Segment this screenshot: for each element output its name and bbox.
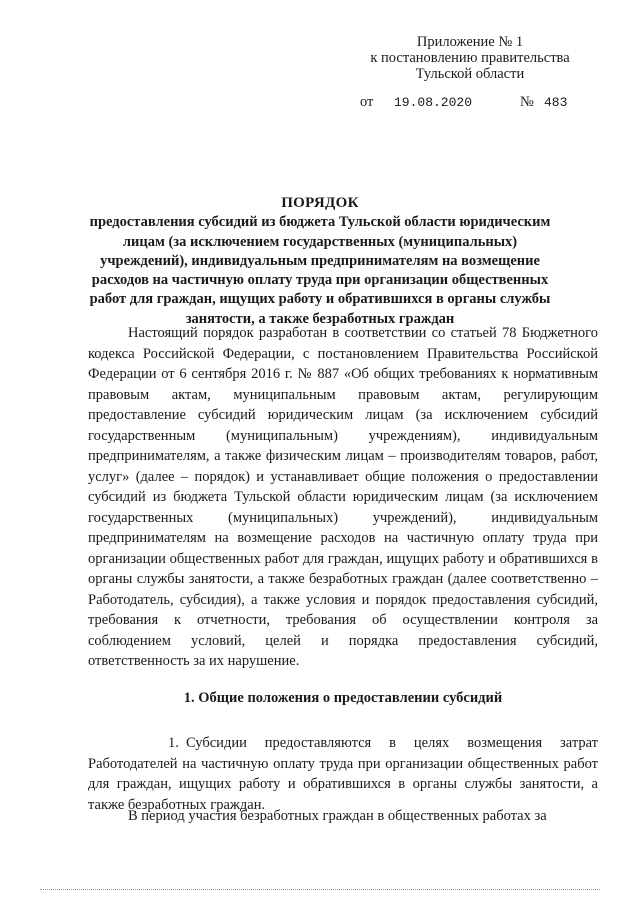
decree-from-label: от — [360, 94, 374, 110]
appendix-header — [360, 34, 580, 82]
title-subtitle: предоставления субсидий из бюджета Тульской области юридическим лицам (за исключением государственных (муниципальных) учреждений), индивидуальным предпринимателям на возмещение расходов на частичную оплату труда при организации общественных работ для граждан, ищущих работу и обратившихся в органы службы занятости, а также безработных граждан — [89, 214, 551, 327]
appendix-line: Приложение № 1 — [416, 34, 524, 50]
scan-artifact-line — [40, 889, 600, 891]
document-title — [82, 194, 558, 329]
decree-number: 483 — [544, 95, 568, 110]
appendix-line: к постановлению правительства — [370, 50, 570, 66]
next-paragraph: В период участия безработных граждан в общественных работах за — [128, 808, 547, 824]
appendix-line: Тульской области — [415, 66, 525, 82]
item-text: Субсидии предоставляются в целях возмещения затрат Работодателей на частичную оплату труда при организации общественных работ для граждан, ищущих работу и обратившихся в органы службы занятости, а также безработных граждан. — [88, 735, 598, 813]
section-item-1 — [88, 733, 598, 815]
title-main: ПОРЯДОК — [281, 195, 359, 211]
decree-number-label: № — [520, 94, 534, 110]
decree-date: 19.08.2020 — [394, 95, 473, 110]
intro-paragraph: Настоящий порядок разработан в соответствии со статьей 78 Бюджетного кодекса Российской Федерации, с постановлением Правительства Российской Федерации от 6 сентября 2016 г. № 887 «Об общих требованиях к нормативным правовым актам, муниципальным правовым актам, регулирующим предоставление субсидий юридическим лицам (за исключением субсидий государственным (муниципальным) учреждениям), индивидуальным предпринимателям, а также физическим лицам – производителям товаров, работ, услуг» (далее – порядок) и устанавливает общие положения о предоставлении субсидий из бюджета Тульской области юридическим лицам (за исключением государственных (муниципальных) учреждений), индивидуальным предпринимателям на возмещение расходов на частичную оплату труда при организации общественных работ для граждан, ищущих работу и обратившихся в органы службы занятости, а также безработных граждан (далее соответственно – Работодатель, субсидия), а также условия и порядок предоставления субсидий, требования к отчетности, требования об осуществлении контроля за соблюдением условий, целей и порядка предоставления субсидий, ответственность за их нарушение. — [88, 325, 598, 669]
section-heading: 1. Общие положения о предоставлении субсидий — [183, 690, 503, 706]
item-number: 1. — [168, 735, 179, 751]
